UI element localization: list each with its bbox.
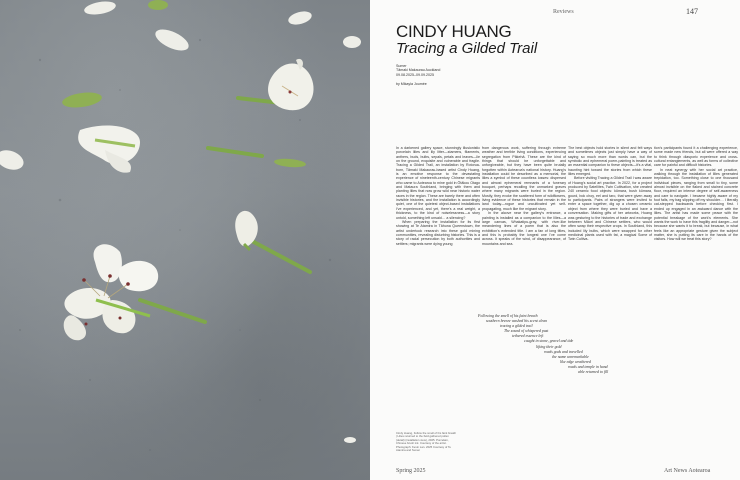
byline: by Mikayla Joumée [396,82,427,86]
poem-line: able returned to fill [578,370,609,375]
artist-name: CINDY HUANG [396,22,512,41]
section-label: Reviews [553,9,574,15]
poem-line: like edge weathered [560,359,591,364]
footer-issue: Spring 2025 [396,468,426,474]
paragraph: Before visiting Tracing a Gilded Trail I was aware of Huang's social art practice. In 2022, for a project produced by Satellites, Twin Cultivation, she created 240 ceramic food objects: kūmara, bush kūmara, gourd, bok choy, eel and taro, that were given away to participants. Pairs of strangers were invited to enter a space together, dig up a chosen ceramic object from where they were buried and have a conversation. Making gifts of her artworks, Huang was gesturing to the histories of trade and exchange between Māori and Chinese settlers, who would often swap their respective crops. In Southland, this included lily bulbs, which were swapped for other medicinal plants used with fat, a magical Some of Twin Cultiva- [568,176,652,242]
paragraph: When preparing the installation for its first showing at Te Atamira in Tāhuna Queenstown, the artist undertook research into these gold mining communities, revealing disturbing histories. This is a story of racial persecution by both authorities and settlers; migrants were dying young [396,219,480,246]
text-column-1 [396,146,480,246]
text-column-4 [654,146,738,242]
poem-line: tethered essence left [512,334,544,339]
paragraph: tion's participants found it a challenging experience, some made new friends, but all were offered a way to think through diasporic experience and cross-cultural entanglements, as well as forms of collective care for painful and difficult histories. [654,146,738,168]
poem-line: tracing a gilded trail [500,324,533,329]
text-column-3 [568,146,652,242]
poem-line: Following the smell of his faint breath [478,314,538,318]
paragraph: The best objects hold stories in silent and felt ways and sometimes objects just simply have a way of saying so much more than words can, but the symbolic and ephemeral poem-painting is treated as an essential companion to these objects—it's a vital, haunting hint toward the stories from which these lilies emerged. [568,146,652,177]
venue-location: Tāmaki Makaurau Auckland [396,68,441,73]
text-column-2 [482,146,566,246]
poem-line: lifting their gold [536,344,562,349]
paragraph: In neat synergy with her social art practice, walking through the installation of lilies generated trepidation, too. Something close to one thousand individual pieces, ranging from small to tiny, some almost invisible on the flaked and stained concrete floor, required an intense degree of self-awareness and care to navigate. I became highly aware of my foot falls, my bag slipping off my shoulder… I literally cat-stepped backwards before checking first. I ended up engaged in an awkward dance with the lilies. The artist has made some peace with the potential breakage of the work's elements. She wants the work to have this fragility and danger—not because she wants it to break, but because, in what feels like an appropriate gesture given the subject matter, she is putting its care in the hands of the visitors. How will we treat this story? [654,167,738,242]
poem-line: roads gods and travelled [544,349,583,354]
poem-line: southern breeze washed his scent clean [486,319,548,324]
poem-line: roads and temple in hand [568,364,608,369]
paragraph: In a darkened gallery space, stunningly illusionistic porcelain lilies and lily litter—stamens, filaments, anthers, buds, bulbs, sepals, petals and leaves—lie on the ground, exquisite and vulnerable and fragile. Tracing a Gilded Trail, an installation by Rotorua-born, Tāmaki Makaurau-based artist Cindy Huang, is an emotive response to the devastating experience of nineteenth-century Chinese migrants who came to Aotearoa to mine gold in Ōtākou Otago and Mataura Southland, bringing with them and planting lilies that now grow wild near historic water races in the region. These are barely there and often invisible histories, and the installation is accordingly quiet, one of the quietest object-based installations I've experienced, and yet, there's a real weight, a thickness, to the kind of noiselessness—a story untold, something left unsaid… a silencing? [396,146,480,220]
poem-line: The sound of whispered past [504,329,549,334]
poem-line: the name unremarkable [552,354,589,359]
paragraph: In the alcove near the gallery's entrance, a painting is installed as a companion to the lilies—a large canvas, Whakatipu-gray, with river-like meandering lines of a poem that is also the exhibition's extended title. I am a fan of long titles, and this is probably the longest one I've come across. It speaks of the wind, of disappearance, of mountains and sea. [482,211,566,246]
page-number: 147 [686,7,698,16]
venue-label: Sumer [396,64,407,68]
poem-block [478,314,648,375]
footer-publication: Art News Aotearoa [664,468,711,474]
exhibition-dates: 09.08.2025–09.09.2025 [396,72,434,77]
poem-line: caught in stone, gravel and tide [524,339,574,344]
paragraph: from dangerous work, suffering through extreme weather and terrible living conditions, experiencing segregation from Pākehā. These are the kind of things that should be unforgettable and unforgiveable, but they have been quite brutally forgotten within Aotearoa's national history. Huang's installation could be described as a memorial, the lilies a symbol of these countless losses: dispersed and almost ephemeral remnants of a funerary bouquet, perhaps recalling the unmarked graves where many migrants were buried in the region. Mostly, they evoke the scattered form of wildflowers, living evidence of these histories that remain in the land today—rogue and uncultivated yet self-propagating, much like the migrant story. [482,146,566,211]
article-title: Tracing a Gilded Trail [396,40,538,57]
exhibition-meta [396,64,440,77]
photo-caption: Cindy Huang, Follow the smell of his faint breath | Lilies returned to the field gathered pollen (detail) (installation view), 2025. Porcelain, Chinese brush ink. Courtesy of the artist. Photograph: Kevin Lan. 2025 Courtesy of Te Atamira and Sumer [396,431,457,453]
